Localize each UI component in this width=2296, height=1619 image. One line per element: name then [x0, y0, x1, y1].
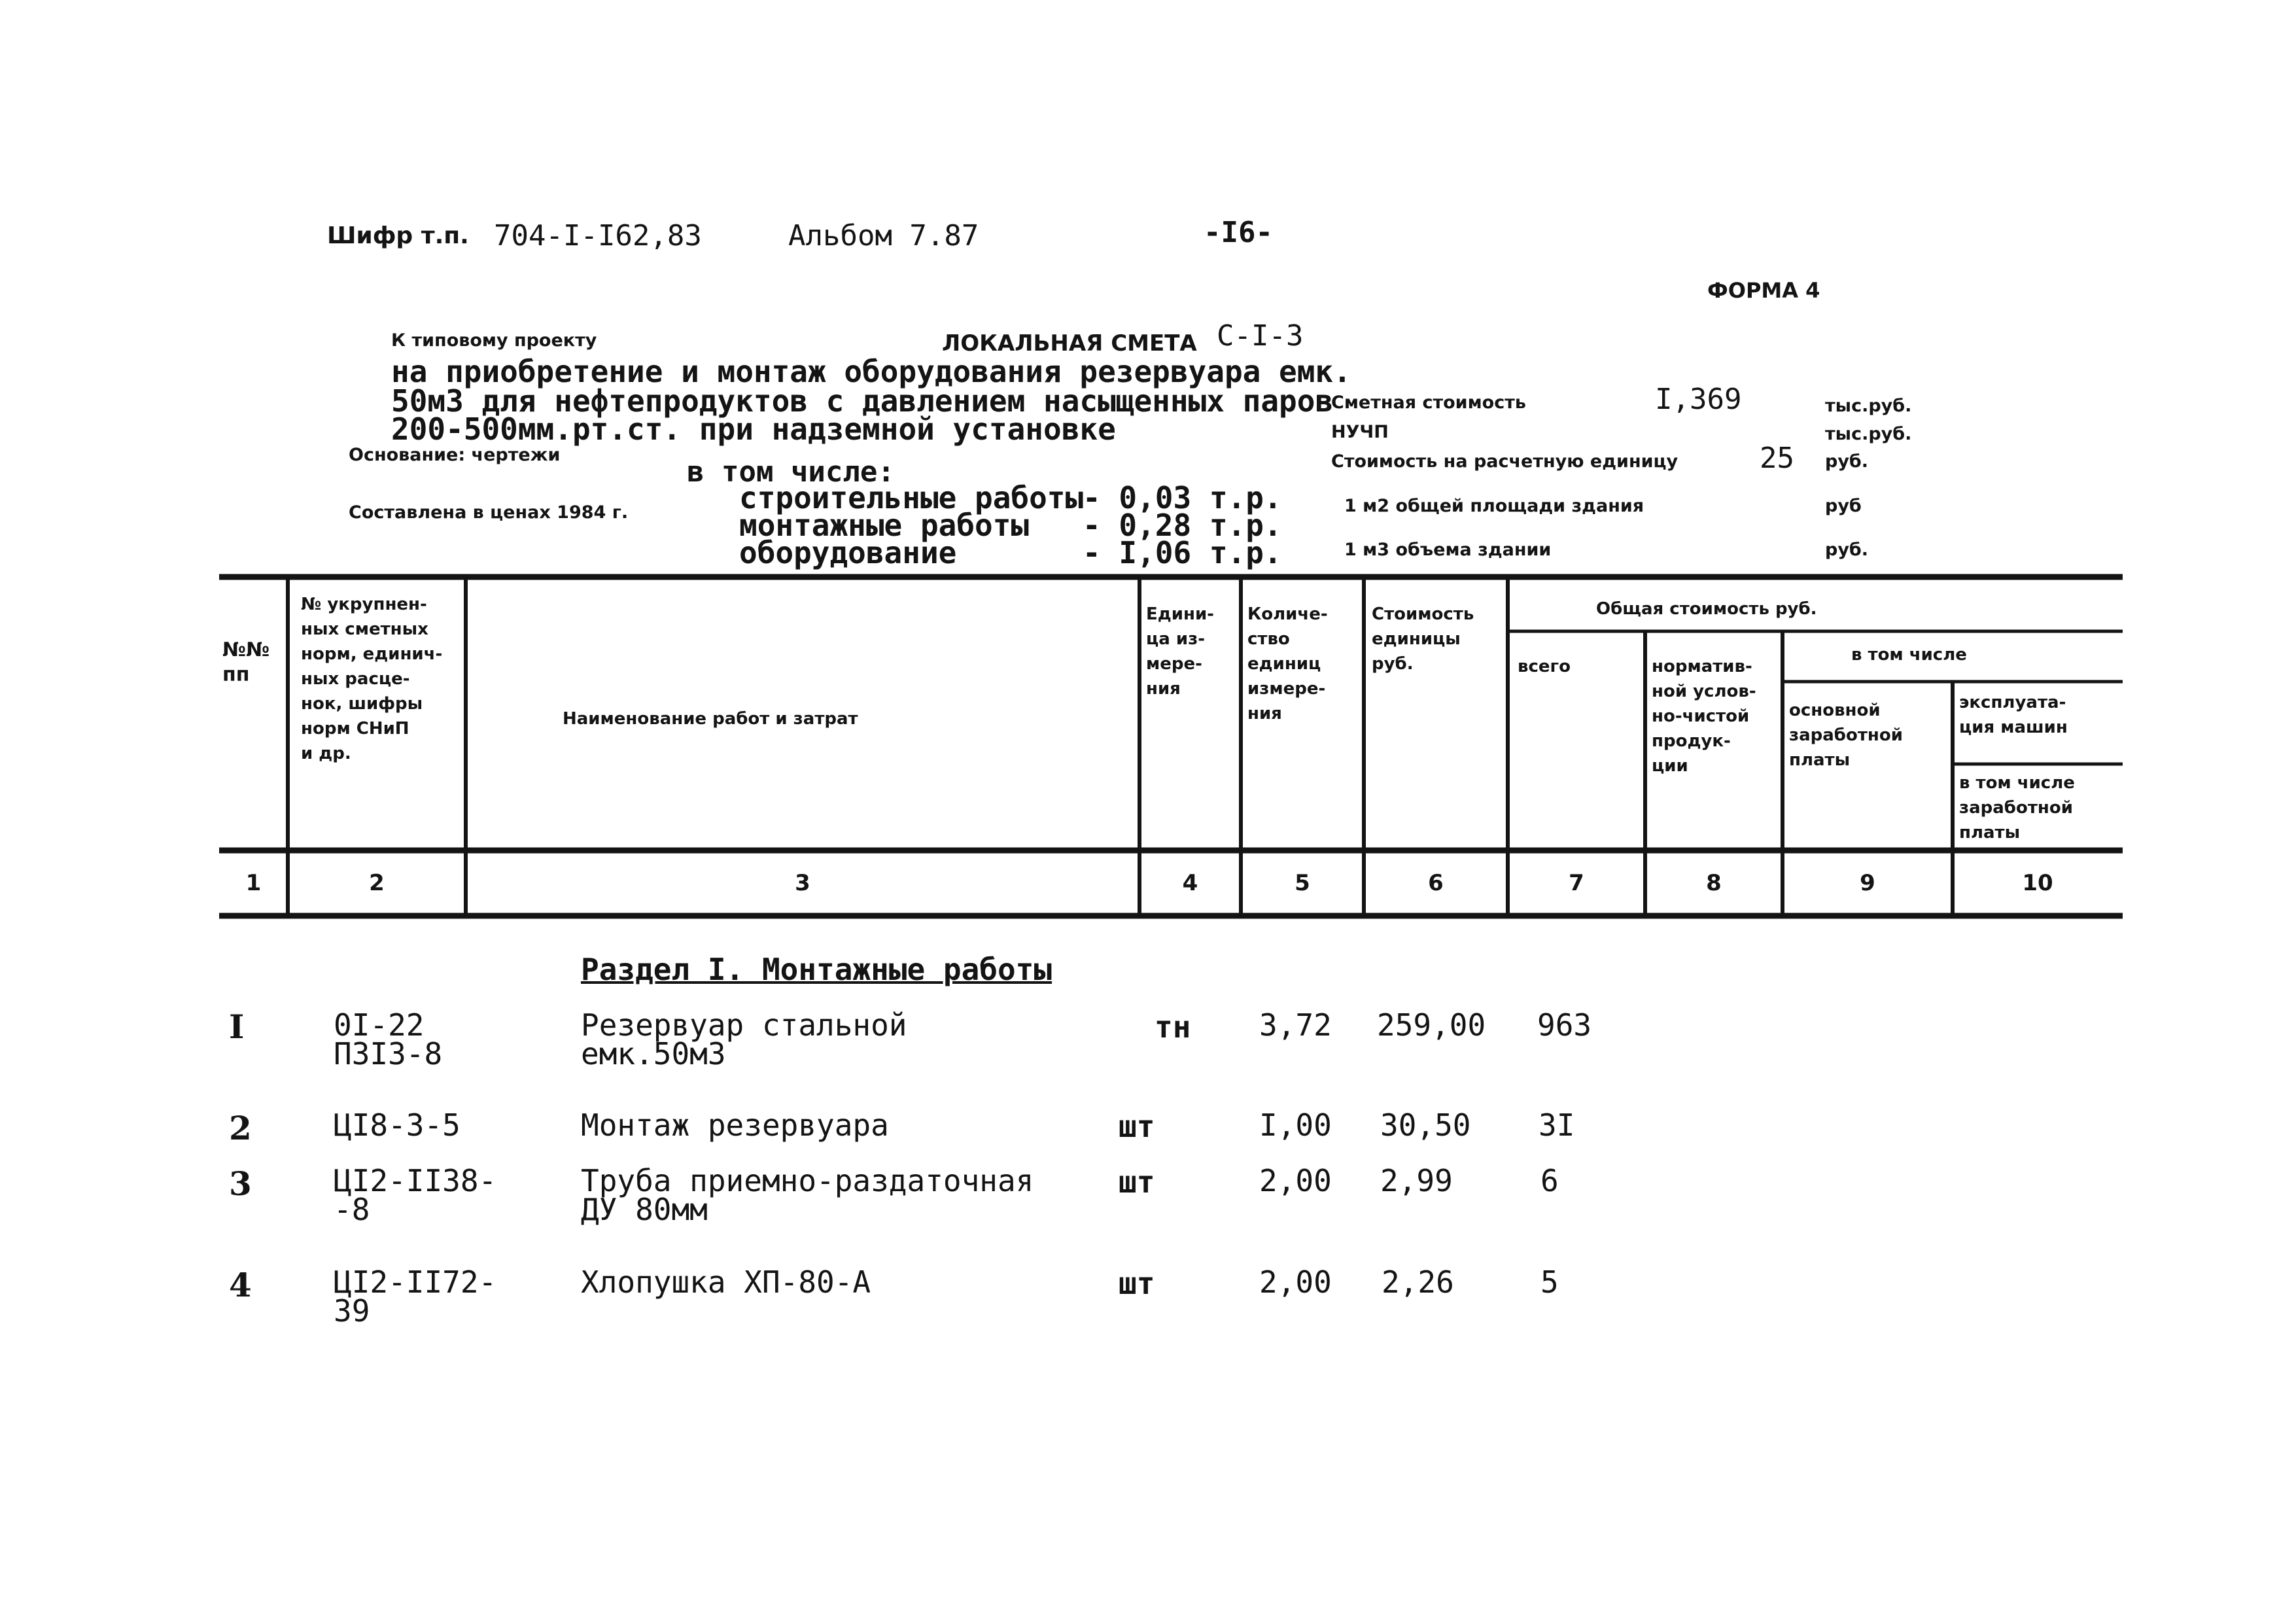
header-col-7: всего — [1518, 657, 1571, 676]
row-2-unit: шт — [1119, 1109, 1155, 1144]
header-col-8: норматив- ной услов- но-чистой продук- ции — [1652, 657, 1756, 776]
col-number-9: 9 — [1860, 870, 1875, 896]
header-col-4: Едини- ца из- мере- ния — [1146, 604, 1214, 699]
cipher-label: Шифр т.п. — [327, 222, 469, 249]
page-number: -I6- — [1204, 216, 1273, 249]
row-4-number: 4 — [229, 1266, 252, 1304]
row-4-total: 5 — [1540, 1264, 1559, 1300]
row-1-total: 963 — [1537, 1007, 1592, 1043]
breakdown-label-equipment: оборудование — [739, 535, 957, 570]
col-number-6: 6 — [1428, 870, 1444, 896]
col-number-8: 8 — [1706, 870, 1722, 896]
section-title: Раздел I. Монтажные работы — [581, 952, 1052, 987]
row-4-code: ЦI2-II72- 39 — [334, 1264, 497, 1329]
row-3-number: 3 — [229, 1164, 252, 1203]
breakdown-label-installation: монтажные работы — [739, 508, 1030, 543]
estimate-number: С-I-3 — [1217, 319, 1304, 353]
m2-unit: руб — [1825, 496, 1862, 516]
project-code: 704-I-I62,83 — [494, 219, 702, 252]
row-2-name: Монтаж резервуара — [581, 1107, 889, 1143]
row-2-qty: I,00 — [1259, 1107, 1332, 1143]
header-col-6: Стоимость единицы руб. — [1372, 604, 1474, 674]
album-number: Альбом 7.87 — [788, 219, 979, 252]
title-line-3: 200-500мм.рт.ст. при надземной установке — [391, 411, 1116, 447]
row-1-qty: 3,72 — [1259, 1007, 1332, 1043]
row-2-code: ЦI8-3-5 — [334, 1107, 461, 1143]
header-total-group: Общая стоимость руб. — [1596, 599, 1817, 619]
col-number-10: 10 — [2022, 870, 2053, 896]
cost-value: I,369 — [1655, 383, 1742, 416]
nuchp-label: НУЧП — [1331, 422, 1389, 442]
row-4-price: 2,26 — [1382, 1264, 1454, 1300]
nuchp-unit: тыс.руб. — [1825, 424, 1912, 444]
breakdown-value-equipment: - I,06 т.р. — [1083, 535, 1282, 570]
breakdown-label-construction: строительные работы — [739, 480, 1084, 515]
row-3-code: ЦI2-II38- -8 — [334, 1163, 497, 1227]
col-number-5: 5 — [1295, 870, 1310, 896]
estimate-label: ЛОКАЛЬНАЯ СМЕТА — [942, 330, 1197, 357]
basis-label: Основание: чертежи — [349, 445, 561, 465]
col-number-2: 2 — [369, 870, 385, 896]
unit-cost-unit: руб. — [1825, 451, 1869, 472]
header-col-9: основной заработной платы — [1789, 701, 1903, 770]
row-3-name: Труба приемно-раздаточная ДУ 80мм — [581, 1163, 1034, 1227]
header-col-10b: в том числе заработной платы — [1959, 773, 2075, 843]
col-number-7: 7 — [1569, 870, 1584, 896]
title-line-2: 50м3 для нефтепродуктов с давлением насыщенных паров — [391, 383, 1334, 419]
row-4-qty: 2,00 — [1259, 1264, 1332, 1300]
unit-cost-label: Стоимость на расчетную единицу — [1331, 451, 1679, 472]
m3-unit: руб. — [1825, 540, 1869, 560]
row-2-price: 30,50 — [1380, 1107, 1471, 1143]
row-3-total: 6 — [1540, 1163, 1559, 1198]
row-4-unit: шт — [1119, 1266, 1155, 1301]
row-3-unit: шт — [1119, 1164, 1155, 1200]
row-4-name: Хлопушка ХП-80-А — [581, 1264, 871, 1300]
m2-label: 1 м2 общей площади здания — [1344, 496, 1644, 516]
m3-label: 1 м3 объема здании — [1344, 540, 1552, 560]
breakdown-value-installation: - 0,28 т.р. — [1083, 508, 1282, 543]
header-col-5: Количе- ство единиц измере- ния — [1247, 604, 1328, 723]
form-label: ФОРМА 4 — [1707, 278, 1820, 303]
cost-unit: тыс.руб. — [1825, 396, 1912, 416]
header-col-1: №№ пп — [222, 638, 270, 686]
to-project-label: К типовому проекту — [391, 330, 597, 351]
row-2-number: 2 — [229, 1109, 252, 1147]
breakdown-value-construction: - 0,03 т.р. — [1083, 480, 1282, 515]
breakdown-heading: в том числе: — [687, 455, 895, 489]
title-line-1: на приобретение и монтаж оборудования резервуара емк. — [391, 354, 1351, 389]
header-col-10a: эксплуата- ция машин — [1959, 693, 2068, 737]
row-3-qty: 2,00 — [1259, 1163, 1332, 1198]
unit-cost-value: 25 — [1760, 442, 1794, 475]
cost-label: Сметная стоимость — [1331, 392, 1526, 413]
col-number-3: 3 — [795, 870, 810, 896]
row-1-code: 0I-22 П3I3-8 — [334, 1007, 443, 1071]
col-number-1: 1 — [245, 870, 262, 896]
row-3-price: 2,99 — [1380, 1163, 1453, 1198]
row-2-total: 3I — [1539, 1107, 1575, 1143]
row-1-price: 259,00 — [1377, 1007, 1486, 1043]
col-number-4: 4 — [1182, 870, 1198, 896]
row-1-unit: тн — [1155, 1009, 1191, 1045]
row-1-number: I — [229, 1007, 245, 1046]
header-col-3: Наименование работ и затрат — [563, 709, 858, 729]
header-incl-group: в том числе — [1851, 645, 1967, 665]
header-col-2: № укрупнен- ных сметных норм, единич- ных расце- нок, шифры норм СНиП и др. — [301, 595, 443, 763]
compiled-label: Составлена в ценах 1984 г. — [349, 502, 629, 523]
row-1-name: Резервуар стальной емк.50м3 — [581, 1007, 907, 1071]
